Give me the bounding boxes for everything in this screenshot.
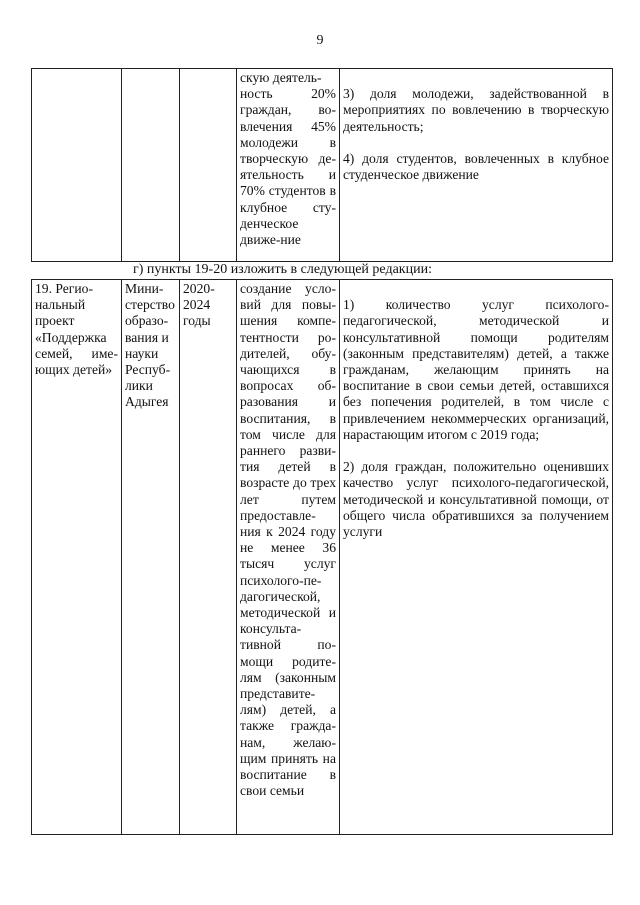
cell-indicators <box>340 69 613 262</box>
cell-indicators <box>340 280 613 835</box>
cell-responsible: Мини- стерство образо- вания и науки Респуб- лики Адыгея <box>122 280 180 835</box>
table-row <box>32 69 613 262</box>
cell-empty-1 <box>32 69 122 262</box>
table-continuation <box>31 68 613 262</box>
section-note: г) пункты 19-20 изложить в следующей редакции: <box>133 262 432 277</box>
cell-result: скую деятель- ность 20% граждан, во-влечения 45% молодежи в творческую де-ятельность и 70% студентов в клубное сту-денческое движе-ние <box>237 69 340 262</box>
table-row <box>32 280 613 835</box>
indicator-item: 3) доля молодежи, задействованной в мероприятиях по вовлечению в творческую деятельность; <box>343 86 609 134</box>
cell-empty-3 <box>180 69 237 262</box>
indicator-item: 1) количество услуг психолого-педагогической, методической и консультативной помощи родителям (законным представителям) детей, а также гражданам, желающим принять на воспитание в свои семьи детей, оставшихся без попечения родителей, в том числе с привлечением некоммерческих организаций, нарастающим итогом с 2019 года; <box>343 297 609 442</box>
cell-project: 19. Регио- нальный проект «Поддержка семей, име-ющих детей» <box>32 280 122 835</box>
indicator-item: 4) доля студентов, вовлеченных в клубное студенческое движение <box>343 151 609 183</box>
page-number: 9 <box>316 33 324 48</box>
cell-result: создание усло-вий для повы-шения компе-тентности ро-дителей, обу-чающихся в вопросах об-разования и воспитания, в том числе для раннего разви-тия детей в возрасте до трех лет путем предоставле-ния к 2024 году не менее 36 тысяч услуг психолого-пе-дагогической, методической и консульта-тивной по-мощи родите-лям (законным представите-лям) детей, а также гражда-нам, желаю-щим принять на воспитание в свои семьи <box>237 280 340 835</box>
table-main <box>31 279 613 835</box>
indicator-item: 2) доля граждан, положительно оценивших качество услуг психолого-педагогической, методической и консультативной помощи, от общего числа обратившихся за получением услуги <box>343 459 609 540</box>
cell-period: 2020- 2024 годы <box>180 280 237 835</box>
cell-empty-2 <box>122 69 180 262</box>
